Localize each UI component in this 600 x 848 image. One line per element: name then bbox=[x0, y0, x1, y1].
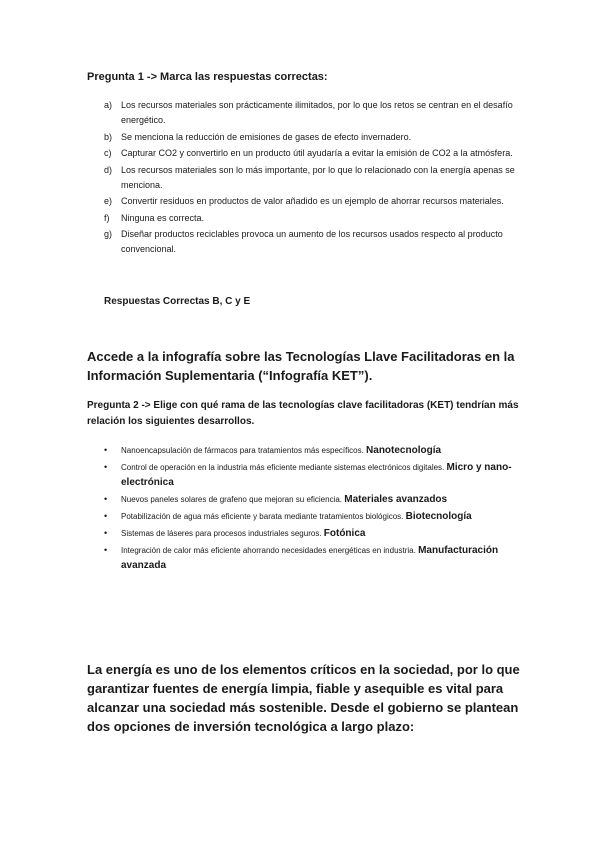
development-text: Control de operación en la industria más eficiente mediante sistemas electrónicos digitales. bbox=[121, 463, 445, 472]
development-text: Integración de calor más eficiente ahorrando necesidades energéticas en industria. bbox=[121, 546, 416, 555]
bullet: • bbox=[104, 445, 108, 455]
question-1-options bbox=[104, 98, 534, 259]
list-item bbox=[104, 227, 534, 257]
development-text: Potabilización de agua más eficiente y barata mediante tratamientos biológicos. bbox=[121, 512, 404, 521]
list-item bbox=[104, 163, 534, 193]
ket-answer: Nanotecnología bbox=[366, 445, 442, 456]
option-text: Capturar CO2 y convertirlo en un producto útil ayudaría a evitar la emisión de CO2 a la atmósfera. bbox=[121, 148, 513, 158]
list-item bbox=[104, 146, 534, 161]
option-text: Convertir residuos en productos de valor añadido es un ejemplo de ahorrar recursos materiales. bbox=[121, 196, 504, 206]
bullet: • bbox=[104, 528, 108, 538]
option-text: Los recursos materiales son lo más importante, por lo que lo relacionado con la energía apenas se menciona. bbox=[121, 164, 515, 190]
list-item bbox=[104, 543, 524, 573]
question-1-answer: Respuestas Correctas B, C y E bbox=[104, 296, 251, 307]
option-text: Diseñar productos reciclables provoca un aumento de los recursos usados respecto al producto convencional. bbox=[121, 229, 503, 254]
list-item bbox=[104, 130, 534, 145]
list-item bbox=[104, 98, 534, 128]
ket-answer: Fotónica bbox=[323, 528, 366, 539]
ket-answer: Micro y nano-electrónica bbox=[121, 462, 512, 488]
development-text: Nanoencapsulación de fármacos para tratamientos más específicos. bbox=[121, 446, 364, 455]
option-letter: a) bbox=[104, 100, 113, 110]
option-letter: d) bbox=[104, 164, 113, 175]
list-item bbox=[104, 509, 524, 524]
ket-answer: Materiales avanzados bbox=[344, 494, 448, 505]
option-letter: c) bbox=[104, 148, 112, 158]
list-item bbox=[104, 211, 534, 226]
list-item bbox=[104, 492, 524, 507]
ket-answer: Manufacturación avanzada bbox=[121, 545, 499, 571]
development-text: Sistemas de láseres para procesos industriales seguros. bbox=[121, 529, 322, 538]
ket-answer: Biotecnología bbox=[405, 511, 472, 522]
list-item bbox=[104, 194, 534, 209]
option-text: Los recursos materiales son prácticamente ilimitados, por lo que los retos se centran en el desafío energético. bbox=[121, 100, 513, 125]
option-text: Ninguna es correcta. bbox=[121, 212, 205, 223]
development-text: Nuevos paneles solares de grafeno que mejoran su eficiencia. bbox=[121, 495, 343, 504]
bullet: • bbox=[104, 462, 108, 472]
question-1-title: Pregunta 1 -> Marca las respuestas correctas: bbox=[87, 71, 328, 83]
energy-paragraph: La energía es uno de los elementos críticos en la sociedad, por lo que garantizar fuentes de energía limpia, fiable y asequible es vital para alcanzar una sociedad más sostenible. Desde el gobierno se plantean dos opciones de inversión tecnológica a largo plazo: bbox=[87, 662, 520, 734]
option-text: Se menciona la reducción de emisiones de gases de efecto invernadero. bbox=[121, 131, 412, 142]
bullet: • bbox=[104, 511, 108, 521]
bullet: • bbox=[104, 494, 108, 504]
bullet: • bbox=[104, 545, 108, 555]
list-item bbox=[104, 526, 524, 541]
option-letter: g) bbox=[104, 229, 113, 239]
option-letter: b) bbox=[104, 131, 113, 142]
infographic-heading: Accede a la infografía sobre las Tecnologías Llave Facilitadoras en la Información Suplementaria (“Infografía KET”). bbox=[87, 349, 515, 383]
question-2-title: Pregunta 2 -> Elige con qué rama de las tecnologías clave facilitadoras (KET) tendrían más relación los siguientes desarrollos. bbox=[87, 400, 519, 427]
option-letter: f) bbox=[104, 212, 110, 223]
list-item bbox=[104, 443, 524, 458]
list-item bbox=[104, 460, 524, 490]
option-letter: e) bbox=[104, 196, 113, 206]
question-2-items bbox=[104, 443, 524, 575]
